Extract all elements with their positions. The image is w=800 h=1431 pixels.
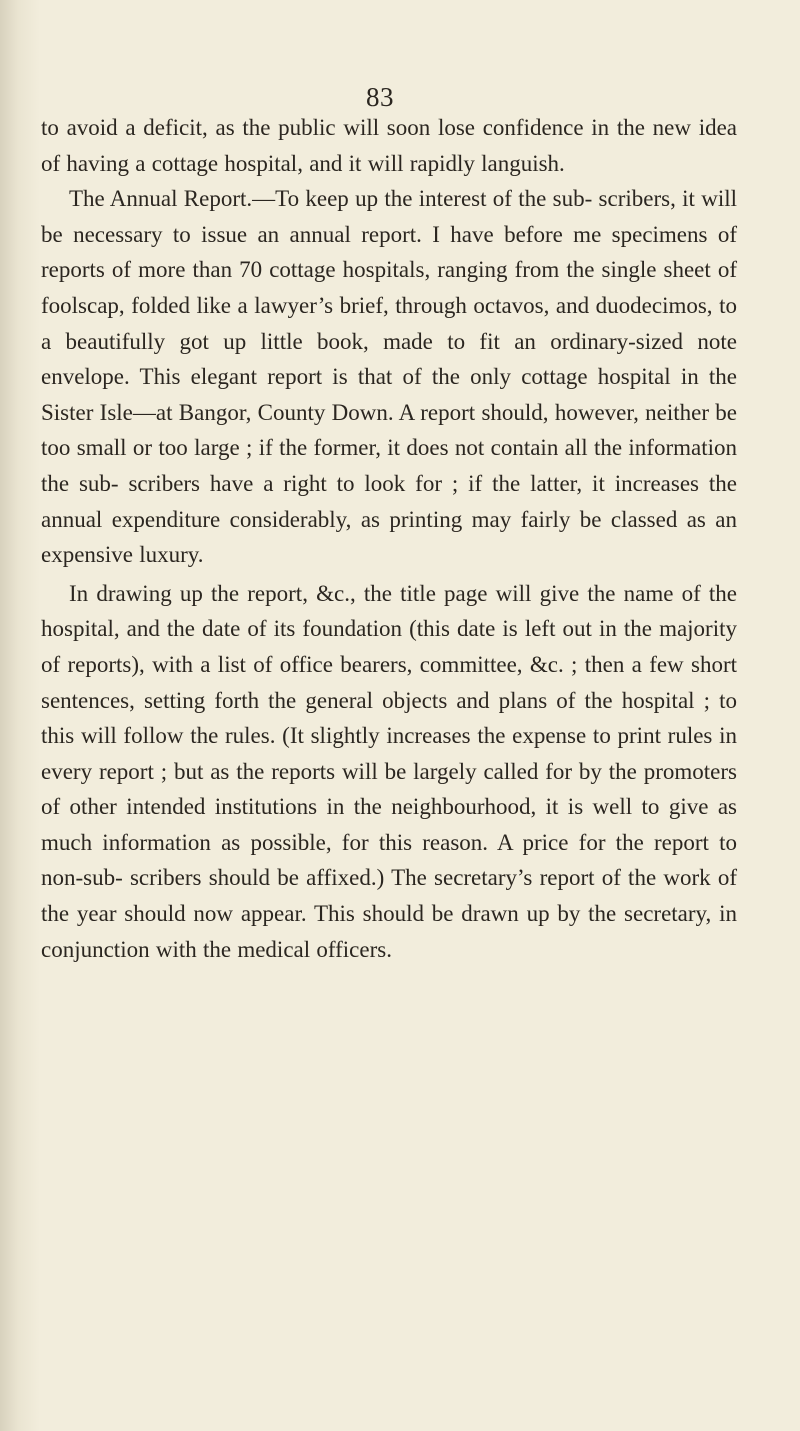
body-text (41, 110, 737, 967)
page-number: 83 (366, 82, 394, 112)
paragraph-continuation: to avoid a deficit, as the public will soon lose confidence in the new idea of having a cottage hospital, and it will rapidly languish. (41, 115, 737, 176)
paragraph-drawing-up-report: In drawing up the report, &c., the title page will give the name of the hospital, and the date of its foundation (this date is left out in the majority of reports), with a list of office bearers, committee, &c. ; then a few short sentences, setting forth the general objects and plans of the hospital ; to this will follow the rules. (It slightly increases the expense to print rules in every report ; but as the reports will be largely called for by the promoters of other intended institutions in the neighbourhood, it is well to give as much information as possible, for this reason. A price for the report to non-sub- scribers should be affixed.) The secretary’s report of the work of the year should now appear. This should be drawn up by the secretary, in conjunction with the medical officers. (41, 580, 737, 962)
paragraph-annual-report: The Annual Report.—To keep up the interest of the sub- scribers, it will be necessary to issue an annual report. I have before me specimens of reports of more than 70 cottage hospitals, ranging from the single sheet of foolscap, folded like a lawyer’s brief, through octavos, and duodecimos, to a beautifully got up little book, made to fit an ordinary-sized note envelope. This elegant report is that of the only cottage hospital in the Sister Isle—at Bangor, County Down. A report should, however, neither be too small or too large ; if the former, it does not contain all the information the sub- scribers have a right to look for ; if the latter, it increases the annual expenditure considerably, as printing may fairly be classed as an expensive luxury. (41, 186, 737, 568)
